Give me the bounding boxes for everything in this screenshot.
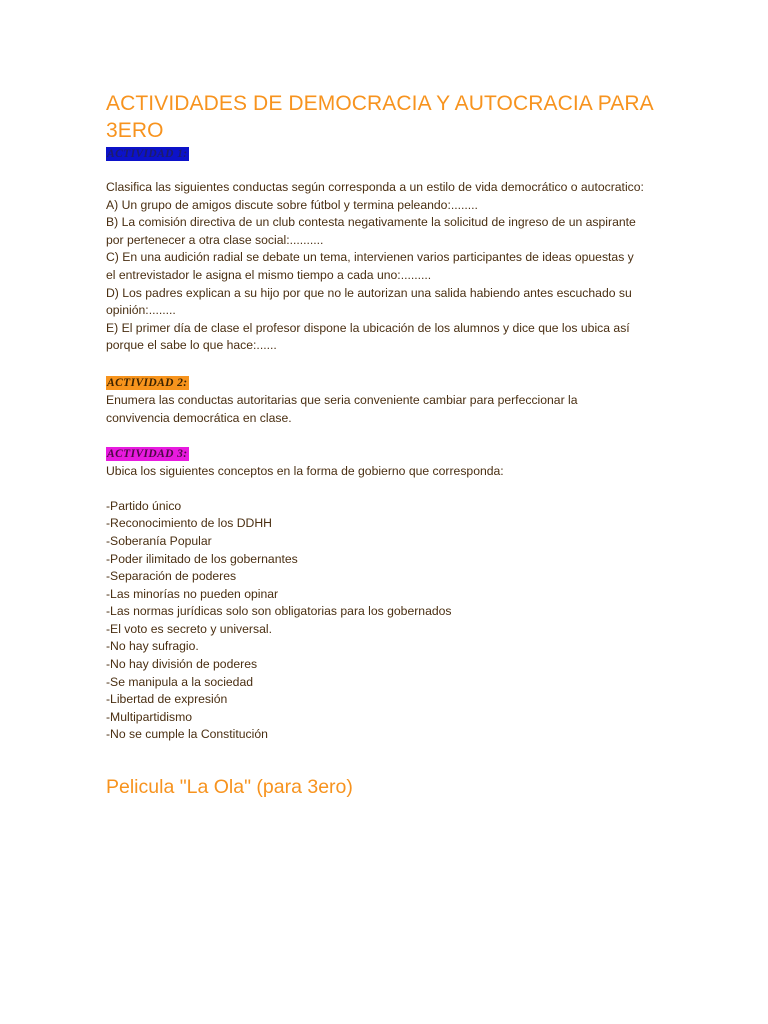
list-item: -Soberanía Popular — [106, 533, 212, 548]
activity-3-label: ACTIVIDAD 3: — [107, 448, 188, 461]
activity-1-section — [106, 144, 666, 162]
activity-3-intro: Ubica los siguientes conceptos en la forma de gobierno que corresponda: — [106, 464, 504, 479]
activity-1-body — [106, 179, 666, 355]
activity-2-section — [106, 373, 666, 391]
movie-heading: Pelicula "La Ola" (para 3ero) — [106, 776, 353, 798]
activity-3-body — [106, 463, 666, 481]
list-item: -Multipartidismo — [106, 709, 193, 724]
activity-1-line: por pertenecer a otra clase social:.......... — [106, 232, 324, 247]
activity-1-line: el entrevistador le asigna el mismo tiempo a cada uno:......... — [106, 267, 432, 282]
activity-1-line: B) La comisión directiva de un club contesta negativamente la solicitud de ingreso de un aspirante — [106, 215, 636, 230]
activity-1-line: E) El primer día de clase el profesor dispone la ubicación de los alumnos y dice que los ubica así — [106, 320, 630, 335]
list-item: -Partido único — [106, 498, 182, 513]
activity-1-intro: Clasifica las siguientes conductas según corresponda a un estilo de vida democrático o autocratico: — [106, 180, 644, 194]
list-item: -Reconocimiento de los DDHH — [106, 516, 272, 531]
list-item: -Separación de poderes — [106, 569, 237, 584]
activity-2-body — [106, 392, 666, 427]
list-item: -Se manipula a la sociedad — [106, 674, 254, 689]
activity-2-line: Enumera las conductas autoritarias que seria conveniente cambiar para perfeccionar la — [106, 392, 578, 407]
activity-1-line: porque el sabe lo que hace:...... — [106, 338, 277, 353]
list-item: -Las minorías no pueden opinar — [106, 586, 279, 601]
list-item: -Libertad de expresión — [106, 692, 228, 707]
activity-1-line: C) En una audición radial se debate un tema, intervienen varios participantes de ideas opuestas y — [106, 250, 634, 265]
activity-2-line: convivencia democrática en clase. — [106, 410, 292, 425]
activity-3-section — [106, 444, 666, 462]
activity-1-line: A) Un grupo de amigos discute sobre fútbol y termina peleando:........ — [106, 197, 478, 212]
document-page — [106, 90, 666, 744]
list-item: -No hay sufragio. — [106, 639, 199, 654]
list-item: -No se cumple la Constitución — [106, 727, 268, 742]
page-title: ACTIVIDADES DE DEMOCRACIA Y AUTOCRACIA PARA 3ERO — [106, 92, 653, 142]
activity-1-label: ACTIVIDAD 1: — [107, 148, 188, 160]
list-item: -No hay división de poderes — [106, 657, 258, 672]
list-item: -Poder ilimitado de los gobernantes — [106, 551, 298, 566]
list-item: -El voto es secreto y universal. — [106, 621, 272, 636]
concept-list — [106, 498, 666, 744]
activity-1-line: opinión:........ — [106, 303, 176, 318]
list-item: -Las normas jurídicas solo son obligatorias para los gobernados — [106, 604, 452, 619]
activity-1-line: D) Los padres explican a su hijo por que no le autorizan una salida habiendo antes escuchado su — [106, 285, 632, 300]
activity-2-label: ACTIVIDAD 2: — [107, 376, 188, 389]
